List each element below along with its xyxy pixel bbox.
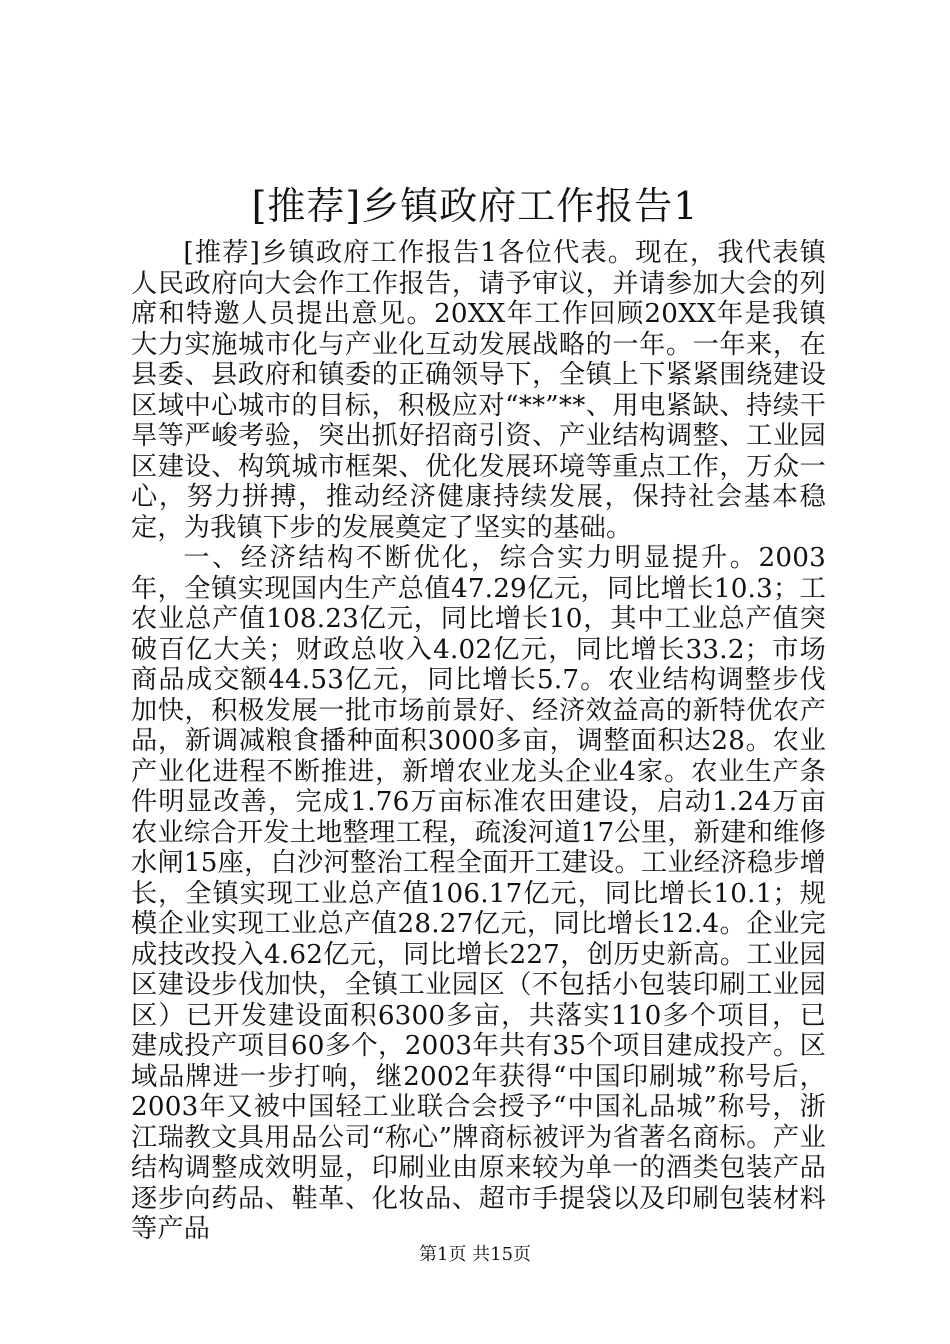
- document-body: [131, 238, 826, 1245]
- page-number: 第1页 共15页: [418, 1244, 532, 1265]
- paragraph-intro: [推荐]乡镇政府工作报告1各位代表。现在，我代表镇人民政府向大会作工作报告，请予审议，并请参加大会的列席和特邀人员提出意见。20XX年工作回顾20XX年是我镇大力实施城市化与产业化互动发展战略的一年。一年来，在县委、县政府和镇委的正确领导下，全镇上下紧紧围绕建设区域中心城市的目标，积极应对“**”**、用电紧缺、持续干旱等严峻考验，突出抓好招商引资、产业结构调整、工业园区建设、构筑城市框架、优化发展环境等重点工作，万众一心，努力拼搏，推动经济健康持续发展，保持社会基本稳定，为我镇下步的发展奠定了坚实的基础。: [131, 238, 826, 543]
- paragraph-economy: 一、经济结构不断优化，综合实力明显提升。2003年，全镇实现国内生产总值47.29亿元，同比增长10.3；工农业总产值108.23亿元，同比增长10，其中工业总产值突破百亿大关；财政总收入4.02亿元，同比增长33.2；市场商品成交额44.53亿元，同比增长5.7。农业结构调整步伐加快，积极发展一批市场前景好、经济效益高的新特优农产品，新调减粮食播种面积3000多亩，调整面积达28。农业产业化进程不断推进，新增农业龙头企业4家。农业生产条件明显改善，完成1.76万亩标准农田建设，启动1.24万亩农业综合开发土地整理工程，疏浚河道17公里，新建和维修水闸15座，白沙河整治工程全面开工建设。工业经济稳步增长，全镇实现工业总产值106.17亿元，同比增长10.1；规模企业实现工业总产值28.27亿元，同比增长12.4。企业完成技改投入4.62亿元，同比增长227，创历史新高。工业园区建设步伐加快，全镇工业园区（不包括小包装印刷工业园区）已开发建设面积6300多亩，共落实110多个项目，已建成投产项目60多个，2003年共有35个项目建成投产。区域品牌进一步打响，继2002年获得“中国印刷城”称号后，2003年又被中国轻工业联合会授予“中国礼品城”称号，浙江瑞教文具用品公司“称心”牌商标被评为省著名商标。产业结构调整成效明显，印刷业由原来较为单一的酒类包装产品逐步向药品、鞋革、化妆品、超市手提袋以及印刷包装材料等产品: [131, 543, 826, 1244]
- document-title: [推荐]乡镇政府工作报告1: [251, 184, 699, 228]
